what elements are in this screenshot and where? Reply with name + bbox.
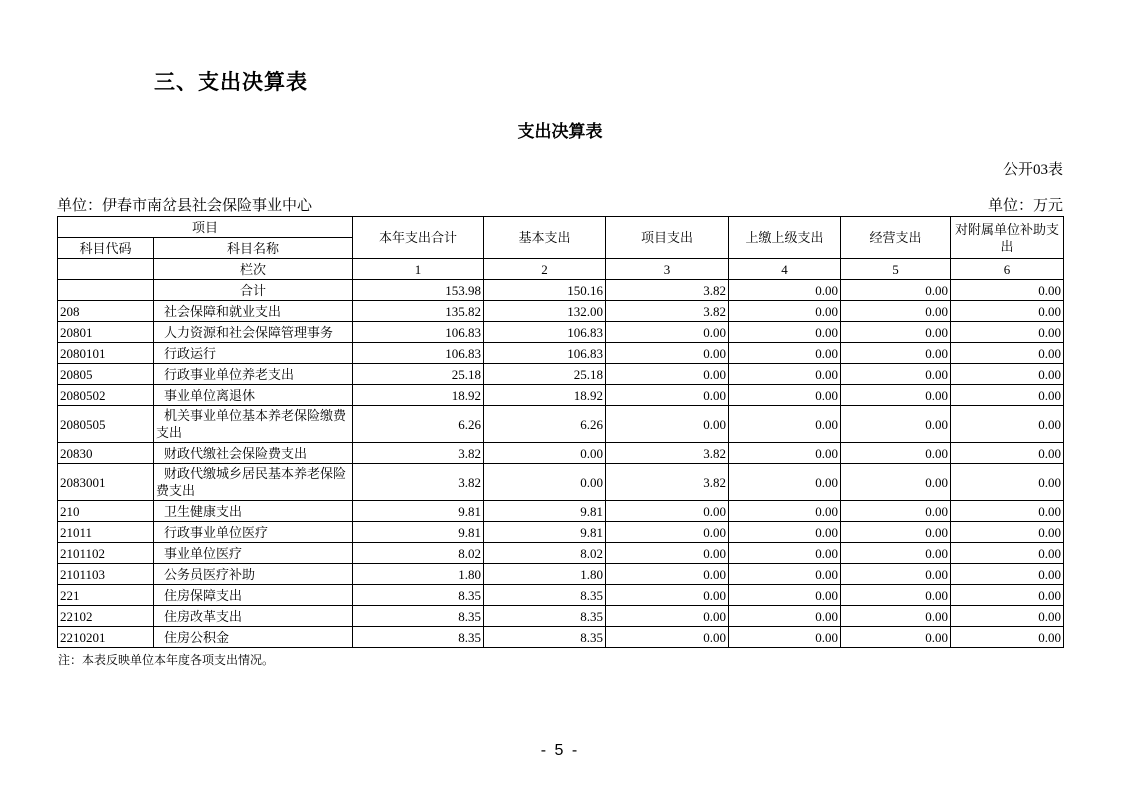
table-row	[58, 443, 1064, 464]
table-row	[58, 543, 1064, 564]
subject-code: 22102	[58, 606, 154, 627]
amount-cell: 3.82	[606, 464, 729, 501]
amount-cell: 9.81	[484, 501, 606, 522]
amount-cell: 0.00	[951, 443, 1064, 464]
subject-name: 事业单位离退休	[154, 385, 353, 406]
amount-cell: 0.00	[841, 606, 951, 627]
amount-cell: 0.00	[951, 385, 1064, 406]
header-col-current-year-total: 本年支出合计	[353, 217, 484, 259]
amount-cell: 25.18	[484, 364, 606, 385]
subject-name: 财政代缴社会保险费支出	[154, 443, 353, 464]
subject-name: 社会保障和就业支出	[154, 301, 353, 322]
subject-name: 行政运行	[154, 343, 353, 364]
header-empty-cell	[58, 259, 154, 280]
amount-cell: 18.92	[353, 385, 484, 406]
table-row	[58, 585, 1064, 606]
amount-cell: 0.00	[729, 501, 841, 522]
unit-measure: 单位：万元	[987, 198, 1063, 214]
amount-cell: 0.00	[951, 585, 1064, 606]
table-row	[58, 501, 1064, 522]
column-index-2: 2	[484, 259, 606, 280]
header-col-basic-expenditure: 基本支出	[484, 217, 606, 259]
amount-cell: 0.00	[729, 522, 841, 543]
amount-cell: 0.00	[729, 443, 841, 464]
amount-cell: 0.00	[729, 606, 841, 627]
subject-code: 20801	[58, 322, 154, 343]
amount-cell: 0.00	[951, 627, 1064, 648]
amount-cell: 0.00	[606, 501, 729, 522]
amount-cell: 150.16	[484, 280, 606, 301]
amount-cell: 0.00	[951, 501, 1064, 522]
amount-cell: 8.02	[353, 543, 484, 564]
amount-cell: 0.00	[729, 543, 841, 564]
column-index-6: 6	[951, 259, 1064, 280]
header-subject-name: 科目名称	[154, 238, 353, 259]
amount-cell: 0.00	[484, 464, 606, 501]
amount-cell: 0.00	[841, 543, 951, 564]
amount-cell: 0.00	[606, 585, 729, 606]
amount-cell: 8.35	[353, 627, 484, 648]
header-col-upturned-expenditure: 上缴上级支出	[729, 217, 841, 259]
amount-cell: 3.82	[606, 301, 729, 322]
amount-cell: 0.00	[951, 522, 1064, 543]
amount-cell: 0.00	[841, 464, 951, 501]
amount-cell: 0.00	[951, 406, 1064, 443]
amount-cell: 6.26	[353, 406, 484, 443]
unit-row	[57, 194, 1063, 215]
subject-code: 2080505	[58, 406, 154, 443]
amount-cell: 0.00	[606, 322, 729, 343]
document-page	[57, 0, 1063, 760]
subject-code: 2101103	[58, 564, 154, 585]
amount-cell: 8.35	[484, 585, 606, 606]
amount-cell: 0.00	[841, 443, 951, 464]
page-number: - 5 -	[540, 742, 580, 759]
column-index-4: 4	[729, 259, 841, 280]
amount-cell: 0.00	[606, 522, 729, 543]
amount-cell: 0.00	[729, 406, 841, 443]
amount-cell: 0.00	[606, 564, 729, 585]
subject-name: 事业单位医疗	[154, 543, 353, 564]
table-row	[58, 606, 1064, 627]
amount-cell: 6.26	[484, 406, 606, 443]
subject-code: 2080502	[58, 385, 154, 406]
amount-cell: 0.00	[729, 385, 841, 406]
amount-cell: 0.00	[729, 627, 841, 648]
subject-name: 行政事业单位养老支出	[154, 364, 353, 385]
amount-cell: 8.35	[484, 627, 606, 648]
amount-cell: 0.00	[606, 627, 729, 648]
table-row	[58, 364, 1064, 385]
amount-cell: 106.83	[353, 343, 484, 364]
subject-name: 财政代缴城乡居民基本养老保险费支出	[154, 464, 353, 501]
table-title: 支出决算表	[517, 122, 603, 141]
table-row	[58, 522, 1064, 543]
table-row	[58, 343, 1064, 364]
subject-name: 住房改革支出	[154, 606, 353, 627]
amount-cell: 0.00	[951, 280, 1064, 301]
subject-code: 20830	[58, 443, 154, 464]
column-index-1: 1	[353, 259, 484, 280]
amount-cell: 0.00	[729, 564, 841, 585]
header-project: 项目	[58, 217, 353, 238]
amount-cell: 132.00	[484, 301, 606, 322]
amount-cell: 0.00	[951, 564, 1064, 585]
subject-name: 人力资源和社会保障管理事务	[154, 322, 353, 343]
amount-cell: 8.35	[353, 606, 484, 627]
amount-cell: 0.00	[606, 364, 729, 385]
amount-cell: 8.35	[353, 585, 484, 606]
amount-cell: 3.82	[353, 464, 484, 501]
unit-name: 单位：伊春市南岔县社会保险事业中心	[57, 198, 313, 214]
amount-cell: 0.00	[841, 406, 951, 443]
header-subject-code: 科目代码	[58, 238, 154, 259]
amount-cell: 0.00	[606, 606, 729, 627]
table-row	[58, 627, 1064, 648]
amount-cell: 0.00	[951, 464, 1064, 501]
subject-name: 合计	[154, 280, 353, 301]
amount-cell: 0.00	[951, 322, 1064, 343]
amount-cell: 106.83	[484, 343, 606, 364]
amount-cell: 25.18	[353, 364, 484, 385]
subject-code: 2080101	[58, 343, 154, 364]
header-col-project-expenditure: 项目支出	[606, 217, 729, 259]
amount-cell: 0.00	[484, 443, 606, 464]
subject-name: 卫生健康支出	[154, 501, 353, 522]
subject-name: 机关事业单位基本养老保险缴费支出	[154, 406, 353, 443]
amount-cell: 1.80	[353, 564, 484, 585]
amount-cell: 0.00	[841, 301, 951, 322]
amount-cell: 1.80	[484, 564, 606, 585]
table-row	[58, 301, 1064, 322]
amount-cell: 0.00	[729, 280, 841, 301]
amount-cell: 0.00	[841, 280, 951, 301]
amount-cell: 0.00	[606, 343, 729, 364]
table-row	[58, 564, 1064, 585]
table-note: 注：本表反映单位本年度各项支出情况。	[58, 653, 275, 667]
header-row-1	[58, 217, 1064, 238]
amount-cell: 0.00	[841, 385, 951, 406]
table-row	[58, 385, 1064, 406]
header-col-subsidy-expenditure: 对附属单位补助支出	[951, 217, 1064, 259]
subject-code: 2101102	[58, 543, 154, 564]
amount-cell: 9.81	[353, 522, 484, 543]
amount-cell: 3.82	[606, 443, 729, 464]
column-index-3: 3	[606, 259, 729, 280]
amount-cell: 0.00	[841, 564, 951, 585]
header-row-column-index	[58, 259, 1064, 280]
table-header	[58, 217, 1064, 280]
amount-cell: 9.81	[353, 501, 484, 522]
header-column-index-label: 栏次	[154, 259, 353, 280]
amount-cell: 0.00	[606, 385, 729, 406]
amount-cell: 18.92	[484, 385, 606, 406]
expenditure-table-body	[58, 280, 1064, 648]
amount-cell: 0.00	[729, 364, 841, 385]
amount-cell: 0.00	[729, 464, 841, 501]
table-row	[58, 322, 1064, 343]
subject-name: 住房公积金	[154, 627, 353, 648]
amount-cell: 0.00	[606, 543, 729, 564]
subject-name: 住房保障支出	[154, 585, 353, 606]
amount-cell: 0.00	[951, 364, 1064, 385]
amount-cell: 0.00	[951, 343, 1064, 364]
amount-cell: 0.00	[841, 627, 951, 648]
amount-cell: 0.00	[841, 343, 951, 364]
subject-code	[58, 280, 154, 301]
amount-cell: 0.00	[841, 501, 951, 522]
header-col-operating-expenditure: 经营支出	[841, 217, 951, 259]
form-code: 公开03表	[1002, 162, 1063, 178]
amount-cell: 106.83	[353, 322, 484, 343]
table-row	[58, 280, 1064, 301]
amount-cell: 0.00	[841, 522, 951, 543]
amount-cell: 135.82	[353, 301, 484, 322]
subject-code: 2083001	[58, 464, 154, 501]
subject-code: 21011	[58, 522, 154, 543]
table-row	[58, 464, 1064, 501]
amount-cell: 0.00	[951, 301, 1064, 322]
subject-name: 行政事业单位医疗	[154, 522, 353, 543]
column-index-5: 5	[841, 259, 951, 280]
amount-cell: 3.82	[353, 443, 484, 464]
subject-code: 210	[58, 501, 154, 522]
subject-name: 公务员医疗补助	[154, 564, 353, 585]
amount-cell: 0.00	[841, 364, 951, 385]
amount-cell: 0.00	[729, 343, 841, 364]
amount-cell: 0.00	[841, 322, 951, 343]
amount-cell: 153.98	[353, 280, 484, 301]
section-title: 三、支出决算表	[154, 71, 308, 94]
amount-cell: 0.00	[951, 606, 1064, 627]
amount-cell: 106.83	[484, 322, 606, 343]
amount-cell: 0.00	[729, 585, 841, 606]
amount-cell: 8.02	[484, 543, 606, 564]
amount-cell: 0.00	[841, 585, 951, 606]
table-row	[58, 406, 1064, 443]
subject-code: 2210201	[58, 627, 154, 648]
amount-cell: 0.00	[729, 322, 841, 343]
subject-code: 208	[58, 301, 154, 322]
amount-cell: 3.82	[606, 280, 729, 301]
amount-cell: 8.35	[484, 606, 606, 627]
subject-code: 221	[58, 585, 154, 606]
amount-cell: 0.00	[606, 406, 729, 443]
amount-cell: 0.00	[729, 301, 841, 322]
expenditure-table	[57, 216, 1064, 648]
amount-cell: 9.81	[484, 522, 606, 543]
subject-code: 20805	[58, 364, 154, 385]
amount-cell: 0.00	[951, 543, 1064, 564]
